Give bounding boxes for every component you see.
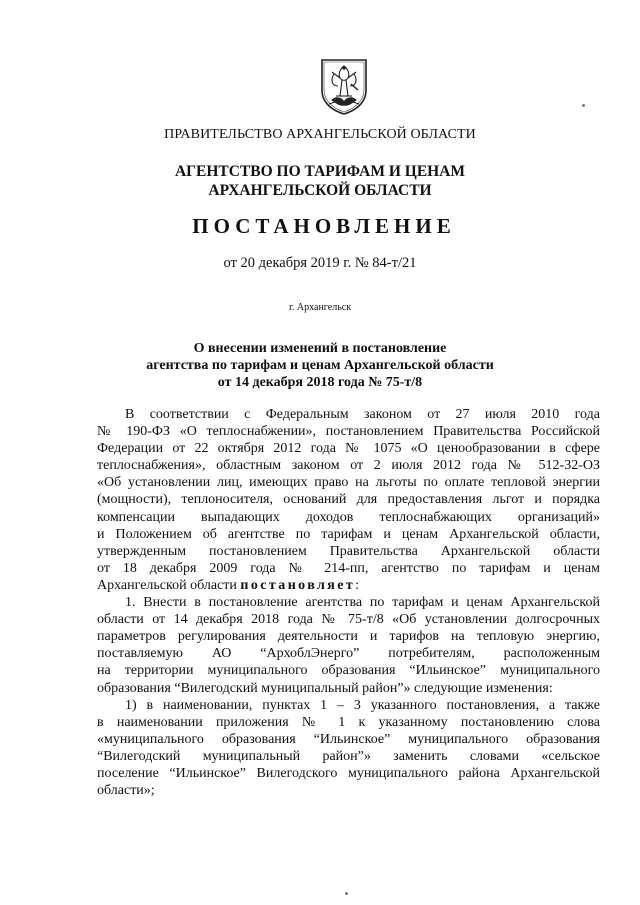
government-name: ПРАВИТЕЛЬСТВО АРХАНГЕЛЬСКОЙ ОБЛАСТИ — [164, 127, 476, 142]
body-line: поселение “Ильинское” Вилегодского муниципального района Архангельской — [97, 765, 600, 781]
body-line: «муниципального образования “Ильинское” муниципального образования — [97, 731, 600, 747]
document-body — [97, 406, 600, 799]
body-line: компенсации выпадающих доходов теплоснабжающих организаций» — [97, 509, 600, 525]
body-line: области от 14 декабря 2018 года № 75-т/8 «Об установлении долгосрочных — [97, 612, 600, 628]
body-line: образования “Вилегодский муниципальный район”» следующие изменения: — [97, 680, 553, 696]
body-paragraph-item1 — [97, 594, 600, 697]
body-line: и Положением об агентстве по тарифам и ценам Архангельской области, — [97, 526, 600, 542]
body-line: поставляемую АО “АрхоблЭнерго” потребителям, расположенным — [97, 646, 600, 662]
document-type-title: ПОСТАНОВЛЕНИЕ — [192, 214, 456, 238]
body-line: от 18 декабря 2009 года № 214-пп, агентство по тарифам и ценам — [97, 560, 600, 576]
body-paragraph-subitem1 — [97, 697, 600, 800]
resolves-keyword: постановляет — [240, 577, 356, 593]
scan-speck — [345, 892, 348, 895]
keyword-colon: : — [355, 577, 360, 593]
subject-line3: от 14 декабря 2018 года № 75-т/8 — [217, 375, 423, 390]
body-paragraph-preamble — [97, 406, 600, 594]
body-line: (мощности), теплоносителя, оснований для предоставления льгот и порядка — [97, 492, 600, 508]
scan-speck — [582, 104, 585, 107]
agency-name-line1: АГЕНТСТВО ПО ТАРИФАМ И ЦЕНАМ — [174, 163, 466, 180]
body-line: параметров регулирования деятельности и тарифов на тепловую энергию, — [97, 629, 600, 645]
subject-line1: О внесении изменений в постановление — [193, 341, 447, 356]
coat-of-arms-icon — [318, 56, 370, 116]
body-line: «Об установлении лиц, имеющих право на льготы по оплате тепловой энергии — [97, 475, 600, 491]
body-line: области»; — [97, 783, 155, 799]
document-city: г. Архангельск — [288, 302, 352, 313]
body-line: Федерации от 22 октября 2012 года № 1075 «О ценообразовании в сфере — [97, 441, 600, 457]
subject-line2: агентства по тарифам и ценам Архангельской области — [146, 358, 494, 373]
body-line: № 190-ФЗ «О теплоснабжении», постановлением Правительства Российской — [97, 424, 600, 440]
body-line: “Вилегодский муниципальный район”» заменить словами «сельское — [97, 748, 600, 764]
body-line: 1. Внести в постановление агентства по тарифам и ценам Архангельской — [125, 595, 600, 611]
body-line: теплоснабжения», областным законом от 2 июля 2012 года № 512-32-ОЗ — [97, 458, 600, 474]
body-line: 1) в наименовании, пунктах 1 – 3 указанного постановления, а также — [125, 697, 600, 713]
agency-name-line2: АРХАНГЕЛЬСКОЙ ОБЛАСТИ — [208, 182, 432, 199]
document-subject — [0, 340, 640, 391]
document-date-number: от 20 декабря 2019 г. № 84-т/21 — [223, 255, 417, 271]
body-line — [97, 577, 600, 594]
agency-name — [0, 162, 640, 200]
body-line: утвержденным постановлением Правительства Архангельской области — [97, 543, 600, 559]
body-line: на территории муниципального образования “Ильинское” муниципального — [97, 663, 600, 679]
body-line-text: Архангельской области — [97, 577, 237, 593]
body-line: в наименовании приложения № 1 к указанному постановлению слова — [97, 714, 600, 730]
body-line: В соответствии с Федеральным законом от 27 июля 2010 года — [125, 407, 600, 422]
